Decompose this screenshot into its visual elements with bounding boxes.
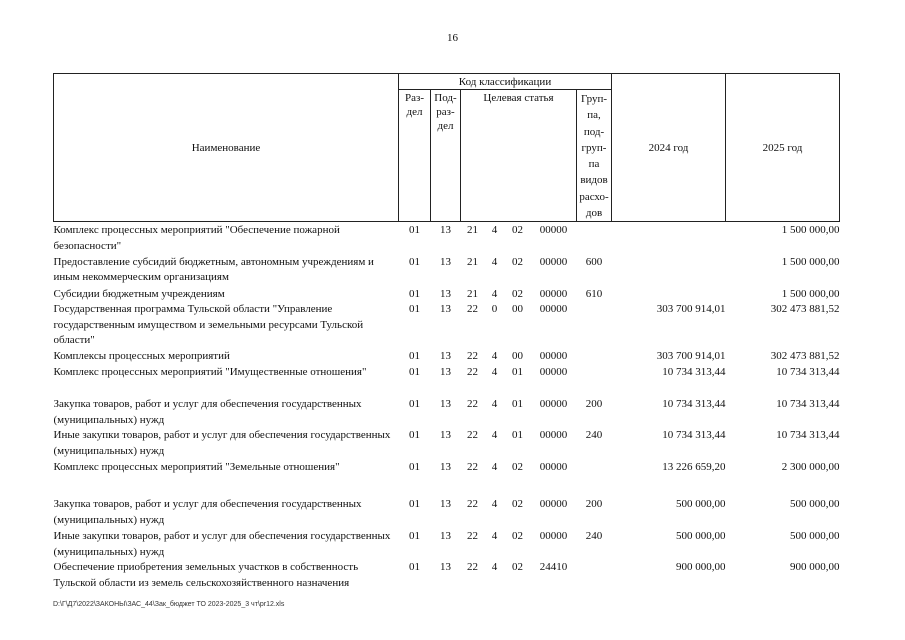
row-target-subprogram: 02	[512, 255, 523, 268]
file-path-footer: D:\Г\Д7\2022\ЗАКОНЫ\ЗАС_44\Зак_бюджет ТО 2023-2025_3 чт\pr12.xls	[53, 601, 285, 608]
row-podrazdel: 13	[440, 561, 451, 574]
row-target-direction: 00000	[539, 255, 568, 268]
row-target-direction: 00000	[539, 366, 568, 379]
row-amount-2025: 500 000,00	[790, 498, 840, 511]
row-expense-group: 200	[585, 498, 603, 511]
row-expense-group	[577, 560, 612, 591]
row-razdel: 01	[409, 561, 420, 574]
row-expense-group	[577, 365, 612, 397]
header-code-group: Код классификации	[399, 74, 612, 90]
row-target-subprogram: 01	[512, 366, 523, 379]
row-amount-2024: 10 734 313,44	[662, 366, 726, 379]
row-target-subprogram: 00	[512, 350, 523, 363]
table-row	[54, 302, 840, 349]
row-target-program: 21	[467, 287, 478, 300]
row-name: Закупка товаров, работ и услуг для обеспечения государственных (муниципальных) нужд	[53, 398, 362, 426]
header-year-2025: 2025 год	[726, 74, 840, 222]
row-amount-2025: 900 000,00	[790, 561, 840, 574]
row-name: Обеспечение приобретения земельных участков в собственность Тульской области из земель сельскохозяйственного назначения	[53, 561, 359, 589]
row-target-direction: 00000	[539, 287, 568, 300]
row-amount-2025: 10 734 313,44	[776, 398, 840, 411]
row-amount-2025: 500 000,00	[790, 530, 840, 543]
row-target-type: 4	[491, 498, 498, 511]
row-razdel: 01	[409, 530, 420, 543]
row-amount-2024	[612, 255, 726, 287]
row-amount-2024: 500 000,00	[676, 530, 726, 543]
table-row	[54, 349, 840, 365]
row-target-direction: 00000	[539, 303, 568, 316]
row-podrazdel: 13	[440, 224, 451, 237]
row-target-subprogram: 01	[512, 398, 523, 411]
row-target-subprogram: 02	[512, 561, 523, 574]
row-expense-group: 200	[585, 398, 603, 411]
row-amount-2025: 1 500 000,00	[781, 287, 840, 300]
row-razdel: 01	[409, 429, 420, 442]
row-target-direction: 00000	[539, 398, 568, 411]
header-year-2024: 2024 год	[612, 74, 726, 222]
row-target-program: 22	[467, 561, 478, 574]
row-amount-2025: 1 500 000,00	[781, 255, 840, 268]
row-podrazdel: 13	[440, 287, 451, 300]
header-razdel: Раз- дел	[399, 90, 431, 222]
row-target-type: 0	[491, 303, 498, 316]
row-razdel: 01	[409, 255, 420, 268]
table-row	[54, 255, 840, 287]
row-razdel: 01	[409, 350, 420, 363]
row-target-type: 4	[491, 255, 498, 268]
row-target-subprogram: 02	[512, 224, 523, 237]
row-podrazdel: 13	[440, 498, 451, 511]
row-target-subprogram: 02	[512, 287, 523, 300]
row-amount-2025: 2 300 000,00	[781, 461, 840, 474]
row-target-type: 4	[491, 530, 498, 543]
table-row	[54, 365, 840, 397]
row-razdel: 01	[409, 498, 420, 511]
row-name: Субсидии бюджетным учреждениям	[53, 287, 225, 300]
row-podrazdel: 13	[440, 350, 451, 363]
row-amount-2024: 13 226 659,20	[662, 461, 726, 474]
row-razdel: 01	[409, 287, 420, 300]
row-target-direction: 00000	[539, 224, 568, 237]
row-amount-2024: 303 700 914,01	[656, 350, 726, 363]
header-name: Наименование	[54, 74, 399, 222]
row-target-type: 4	[491, 461, 498, 474]
table-row	[54, 287, 840, 303]
row-name: Комплекс процессных мероприятий "Имущественные отношения"	[53, 366, 367, 379]
row-amount-2024	[612, 287, 726, 303]
row-expense-group	[577, 460, 612, 497]
table-row	[54, 428, 840, 460]
row-podrazdel: 13	[440, 366, 451, 379]
row-target-program: 21	[467, 255, 478, 268]
row-amount-2025: 302 473 881,52	[770, 350, 840, 363]
row-name: Государственная программа Тульской области "Управление государственным имуществом и земельными ресурсами Тульской области"	[53, 303, 364, 347]
row-target-program: 22	[467, 530, 478, 543]
row-razdel: 01	[409, 461, 420, 474]
row-razdel: 01	[409, 303, 420, 316]
row-name: Комплекс процессных мероприятий "Обеспечение пожарной безопасности"	[53, 224, 340, 252]
row-name: Предоставление субсидий бюджетным, автономным учреждениям и иным некоммерческим организациям	[53, 255, 374, 284]
row-amount-2025: 1 500 000,00	[781, 224, 840, 237]
row-target-type: 4	[491, 398, 498, 411]
row-target-type: 4	[491, 429, 498, 442]
row-expense-group: 240	[585, 530, 603, 543]
budget-table	[53, 73, 840, 591]
row-target-program: 22	[467, 366, 478, 379]
row-target-type: 4	[491, 561, 498, 574]
row-podrazdel: 13	[440, 303, 451, 316]
table-body	[54, 222, 840, 592]
row-podrazdel: 13	[440, 461, 451, 474]
row-target-type: 4	[491, 350, 498, 363]
row-target-type: 4	[491, 366, 498, 379]
table-row	[54, 222, 840, 255]
row-razdel: 01	[409, 398, 420, 411]
header-target: Целевая статья	[461, 90, 577, 222]
row-target-program: 21	[467, 224, 478, 237]
row-name: Иные закупки товаров, работ и услуг для обеспечения государственных (муниципальных) нужд	[53, 530, 391, 558]
row-name: Иные закупки товаров, работ и услуг для обеспечения государственных (муниципальных) нужд	[53, 429, 391, 457]
row-podrazdel: 13	[440, 398, 451, 411]
row-target-subprogram: 02	[512, 498, 523, 511]
header-group: Груп- па, под- груп- па видов расхо- дов	[577, 90, 612, 222]
row-target-direction: 24410	[539, 561, 568, 574]
table-row	[54, 529, 840, 560]
row-target-program: 22	[467, 303, 478, 316]
table-row	[54, 497, 840, 529]
row-target-subprogram: 00	[512, 303, 523, 316]
row-amount-2024: 10 734 313,44	[662, 398, 726, 411]
row-expense-group: 600	[585, 255, 603, 268]
row-target-type: 4	[491, 287, 498, 300]
page-number: 16	[447, 32, 458, 44]
row-target-program: 22	[467, 429, 478, 442]
row-podrazdel: 13	[440, 429, 451, 442]
row-expense-group	[577, 349, 612, 365]
row-target-program: 22	[467, 350, 478, 363]
row-razdel: 01	[409, 224, 420, 237]
row-target-subprogram: 02	[512, 530, 523, 543]
table-row	[54, 460, 840, 497]
header-podrazdel: Под- раз- дел	[431, 90, 461, 222]
row-target-program: 22	[467, 398, 478, 411]
row-target-program: 22	[467, 461, 478, 474]
row-expense-group: 610	[585, 287, 603, 300]
table-row	[54, 397, 840, 428]
row-expense-group	[577, 222, 612, 255]
row-amount-2024: 900 000,00	[676, 561, 726, 574]
row-target-direction: 00000	[539, 461, 568, 474]
row-expense-group	[577, 302, 612, 349]
row-target-program: 22	[467, 498, 478, 511]
row-target-direction: 00000	[539, 429, 568, 442]
row-amount-2024: 303 700 914,01	[656, 303, 726, 316]
row-amount-2025: 302 473 881,52	[770, 303, 840, 316]
row-name: Комплексы процессных мероприятий	[53, 350, 230, 363]
row-target-type: 4	[491, 224, 498, 237]
row-podrazdel: 13	[440, 255, 451, 268]
row-amount-2024: 10 734 313,44	[662, 429, 726, 442]
row-target-direction: 00000	[539, 530, 568, 543]
row-expense-group: 240	[585, 429, 603, 442]
row-name: Закупка товаров, работ и услуг для обеспечения государственных (муниципальных) нужд	[53, 498, 362, 526]
row-razdel: 01	[409, 366, 420, 379]
row-target-subprogram: 01	[512, 429, 523, 442]
row-amount-2024: 500 000,00	[676, 498, 726, 511]
table-row	[54, 560, 840, 591]
row-target-subprogram: 02	[512, 461, 523, 474]
row-amount-2024	[612, 222, 726, 255]
row-amount-2025: 10 734 313,44	[776, 429, 840, 442]
row-target-direction: 00000	[539, 350, 568, 363]
row-amount-2025: 10 734 313,44	[776, 366, 840, 379]
row-podrazdel: 13	[440, 530, 451, 543]
row-target-direction: 00000	[539, 498, 568, 511]
row-name: Комплекс процессных мероприятий "Земельные отношения"	[53, 461, 340, 474]
